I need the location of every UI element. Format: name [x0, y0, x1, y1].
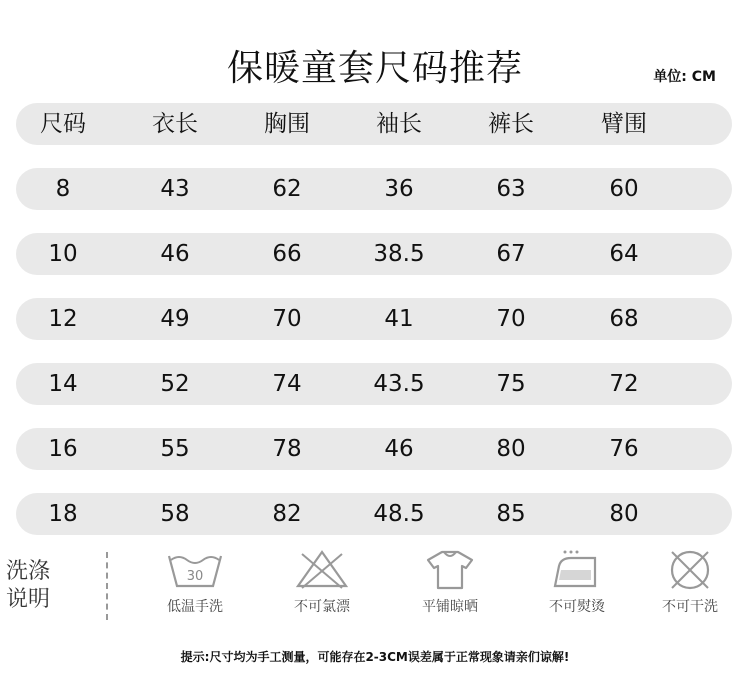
care-label: 平铺晾晒 — [422, 599, 478, 615]
header-size: 尺码 — [40, 111, 86, 137]
no-dry-clean-icon — [658, 548, 722, 590]
header-sleeve: 袖长 — [376, 111, 422, 137]
care-item-hand-wash — [145, 548, 245, 616]
table-cell: 49 — [160, 306, 190, 332]
table-cell: 16 — [48, 436, 78, 462]
table-cell: 70 — [496, 306, 526, 332]
care-title-line2: 说明 — [6, 587, 51, 612]
table-cell: 14 — [48, 371, 78, 397]
table-cell: 36 — [384, 176, 414, 202]
care-label: 低温手洗 — [167, 599, 223, 615]
table-header-row — [16, 103, 732, 145]
table-cell: 48.5 — [373, 501, 425, 527]
care-label: 不可熨烫 — [549, 599, 605, 615]
table-cell: 18 — [48, 501, 78, 527]
table-cell: 82 — [272, 501, 302, 527]
header-length: 衣长 — [152, 111, 198, 137]
table-cell: 43.5 — [373, 371, 425, 397]
wash-temp-label: 30 — [186, 569, 204, 584]
flat-dry-icon — [418, 548, 482, 590]
table-cell: 8 — [55, 176, 71, 202]
table-cell: 52 — [160, 371, 190, 397]
no-iron-icon — [545, 548, 609, 590]
table-cell: 80 — [609, 501, 639, 527]
table-row — [16, 493, 732, 535]
table-row — [16, 233, 732, 275]
table-cell: 68 — [609, 306, 639, 332]
table-cell: 55 — [160, 436, 190, 462]
header-pants: 裤长 — [488, 111, 534, 137]
table-cell: 74 — [272, 371, 302, 397]
table-row — [16, 363, 732, 405]
table-cell: 72 — [609, 371, 639, 397]
table-cell: 66 — [272, 241, 302, 267]
table-cell: 76 — [609, 436, 639, 462]
measurement-note: 提示:尺寸均为手工测量，可能存在2-3CM误差属于正常现象请亲们谅解! — [180, 650, 570, 664]
table-cell: 12 — [48, 306, 78, 332]
table-cell: 62 — [272, 176, 302, 202]
care-item-no-dry-clean — [640, 548, 740, 616]
care-item-flat-dry — [400, 548, 500, 616]
table-cell: 58 — [160, 501, 190, 527]
table-cell: 60 — [609, 176, 639, 202]
table-cell: 46 — [384, 436, 414, 462]
table-cell: 64 — [609, 241, 639, 267]
wash-30-icon — [163, 548, 227, 590]
care-label: 不可干洗 — [662, 599, 718, 615]
table-cell: 63 — [496, 176, 526, 202]
table-cell: 43 — [160, 176, 190, 202]
header-chest: 胸围 — [264, 111, 310, 137]
table-cell: 10 — [48, 241, 78, 267]
table-cell: 78 — [272, 436, 302, 462]
table-cell: 38.5 — [373, 241, 425, 267]
care-instructions-title — [6, 558, 66, 614]
care-item-no-iron — [527, 548, 627, 616]
table-cell: 80 — [496, 436, 526, 462]
table-cell: 46 — [160, 241, 190, 267]
table-cell: 41 — [384, 306, 414, 332]
table-cell: 67 — [496, 241, 526, 267]
care-label: 不可氯漂 — [294, 599, 350, 615]
page-title: 保暖童套尺码推荐 — [226, 48, 523, 89]
table-cell: 75 — [496, 371, 526, 397]
table-cell: 85 — [496, 501, 526, 527]
care-title-line1: 洗涤 — [6, 559, 51, 584]
no-bleach-icon — [290, 548, 354, 590]
table-row — [16, 298, 732, 340]
table-row — [16, 168, 732, 210]
dashed-divider — [106, 552, 108, 620]
unit-label: 单位: CM — [653, 69, 716, 85]
table-cell: 70 — [272, 306, 302, 332]
care-item-no-bleach — [272, 548, 372, 616]
table-row — [16, 428, 732, 470]
header-arm: 臂围 — [601, 111, 647, 137]
